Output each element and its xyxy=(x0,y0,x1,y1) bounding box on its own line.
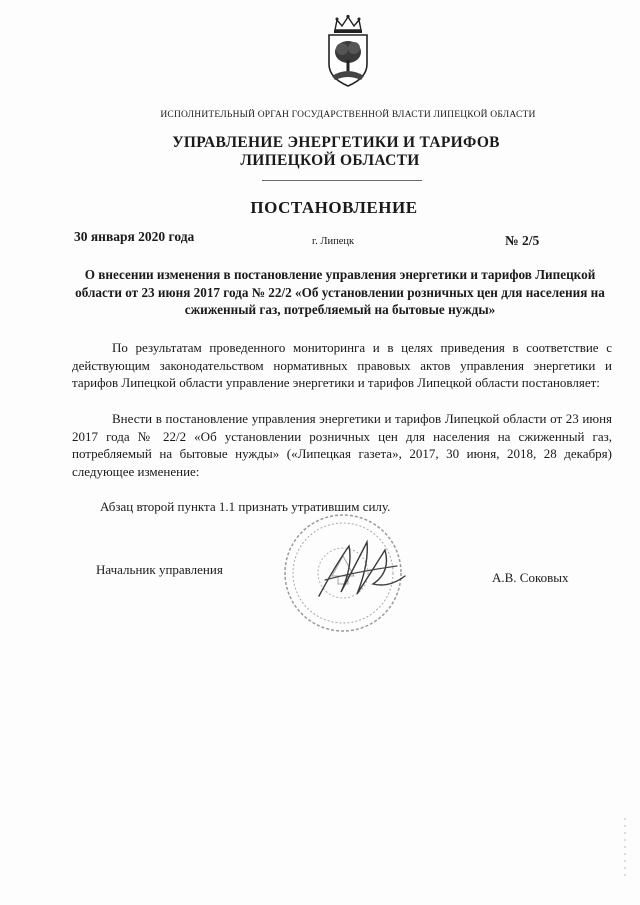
coat-of-arms-emblem xyxy=(323,14,373,90)
body-paragraph-2: Внести в постановление управления энергетики и тарифов Липецкой области от 23 июня 2017 года № 22/2 «Об установлении розничных цен для населения на сжиженный газ, потребляемый на бытовые нужды» («Липецкая газета», 2017, 30 июня, 2018, 28 декабря) следующее изменение: xyxy=(72,411,612,479)
document-place: г. Липецк xyxy=(312,236,355,247)
document-type-title: ПОСТАНОВЛЕНИЕ xyxy=(250,198,418,217)
document-number: № 2/5 xyxy=(505,233,540,248)
handwritten-signature xyxy=(305,536,415,608)
department-title-line2: ЛИПЕЦКОЙ ОБЛАСТИ xyxy=(240,152,420,169)
department-title-line1: УПРАВЛЕНИЕ ЭНЕРГЕТИКИ И ТАРИФОВ xyxy=(172,134,500,151)
signatory-position: Начальник управления xyxy=(96,562,223,577)
body-paragraph-3: Абзац второй пункта 1.1 признать утратившим силу. xyxy=(100,499,391,514)
signatory-name: А.В. Соковых xyxy=(492,570,569,585)
document-date: 30 января 2020 года xyxy=(74,229,195,244)
header-divider xyxy=(262,180,422,181)
body-paragraph-1: По результатам проведенного мониторинга и в целях приведения в соответствие с действующим законодательством нормативных правовых актов управления энергетики и тарифов Липецкой области управление энергетики и тарифов Липецкой области постановляет: xyxy=(72,340,612,390)
scan-artifact xyxy=(622,818,628,878)
document-subject: О внесении изменения в постановление управления энергетики и тарифов Липецкой области от 23 июня 2017 года № 22/2 «Об установлении розничных цен для населения на сжиженный газ, потребляемый на бытовые нужды» xyxy=(75,267,605,317)
authority-line: ИСПОЛНИТЕЛЬНЫЙ ОРГАН ГОСУДАРСТВЕННОЙ ВЛАСТИ ЛИПЕЦКОЙ ОБЛАСТИ xyxy=(160,110,536,120)
